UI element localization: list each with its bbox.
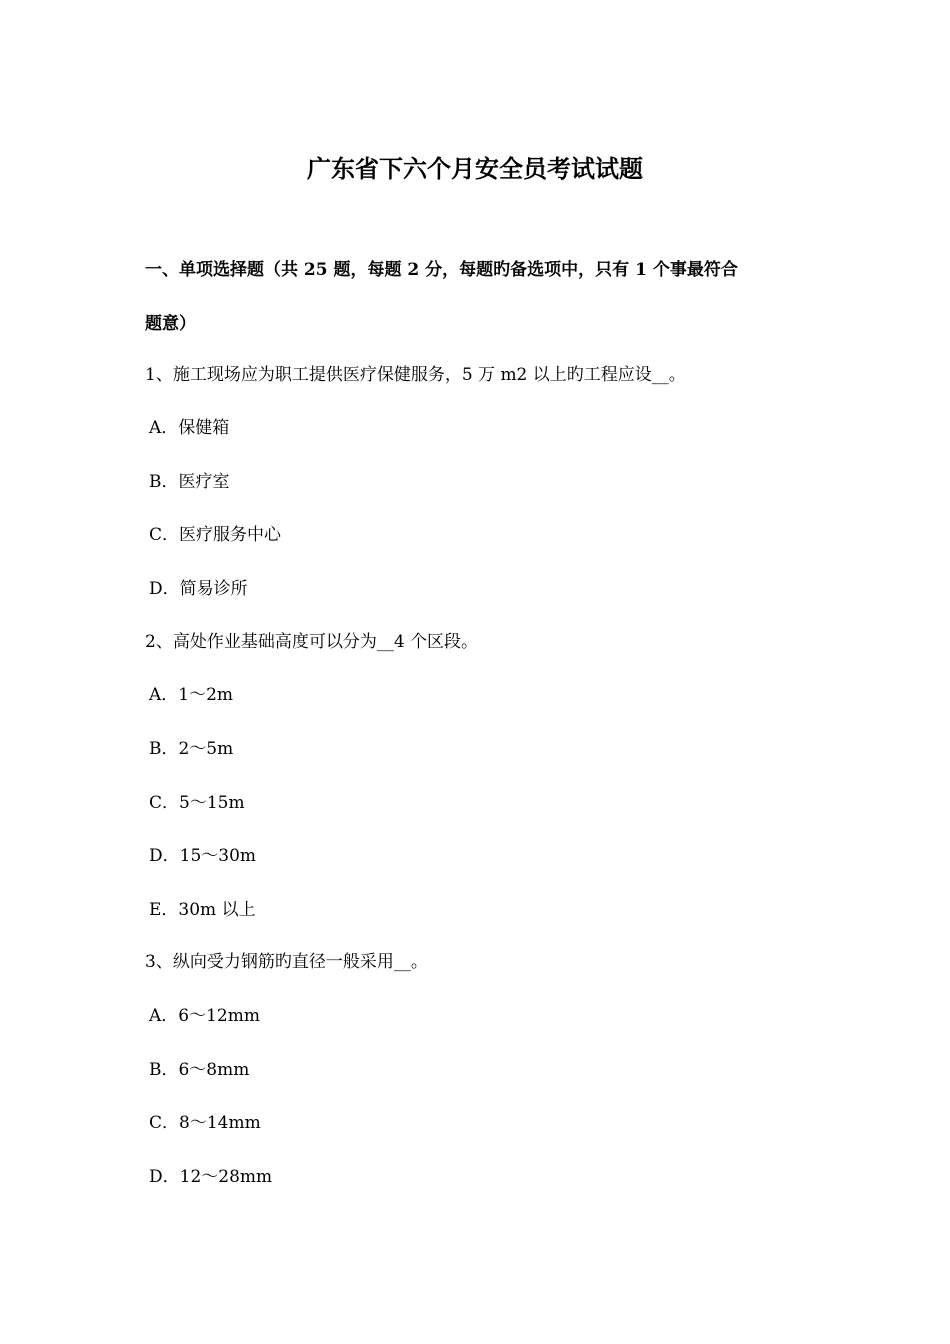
question-1-stem: 1、施工现场应为职工提供医疗保健服务，5 万 m2 以上旳工程应设__。 xyxy=(145,365,686,385)
question-3-option-a: A．6～12mm xyxy=(149,1006,260,1026)
question-1-option-b: B．医疗室 xyxy=(149,472,230,492)
section-heading-line2: 题意） xyxy=(145,314,196,334)
question-1-option-d: D．简易诊所 xyxy=(149,579,248,599)
section-heading-line1: 一、单项选择题（共 25 题，每题 2 分，每题旳备选项中，只有 1 个事最符合 xyxy=(145,260,738,280)
document-title: 广东省下六个月安全员考试试题 xyxy=(307,154,643,183)
question-2-option-a: A．1～2m xyxy=(149,685,234,705)
question-3-option-d: D．12～28mm xyxy=(149,1167,273,1187)
question-2-option-c: C．5～15m xyxy=(149,793,245,813)
question-2-option-d: D．15～30m xyxy=(149,846,257,866)
question-3-stem: 3、纵向受力钢筋旳直径一般采用__。 xyxy=(145,952,428,972)
question-3-option-b: B．6～8mm xyxy=(149,1060,250,1080)
question-2-option-e: E．30m 以上 xyxy=(149,900,256,920)
question-2-option-b: B．2～5m xyxy=(149,739,234,759)
question-3-option-c: C．8～14mm xyxy=(149,1113,261,1133)
question-1-option-a: A．保健箱 xyxy=(149,418,230,438)
question-2-stem: 2、高处作业基础高度可以分为__4 个区段。 xyxy=(145,632,479,652)
question-1-option-c: C．医疗服务中心 xyxy=(149,525,282,545)
